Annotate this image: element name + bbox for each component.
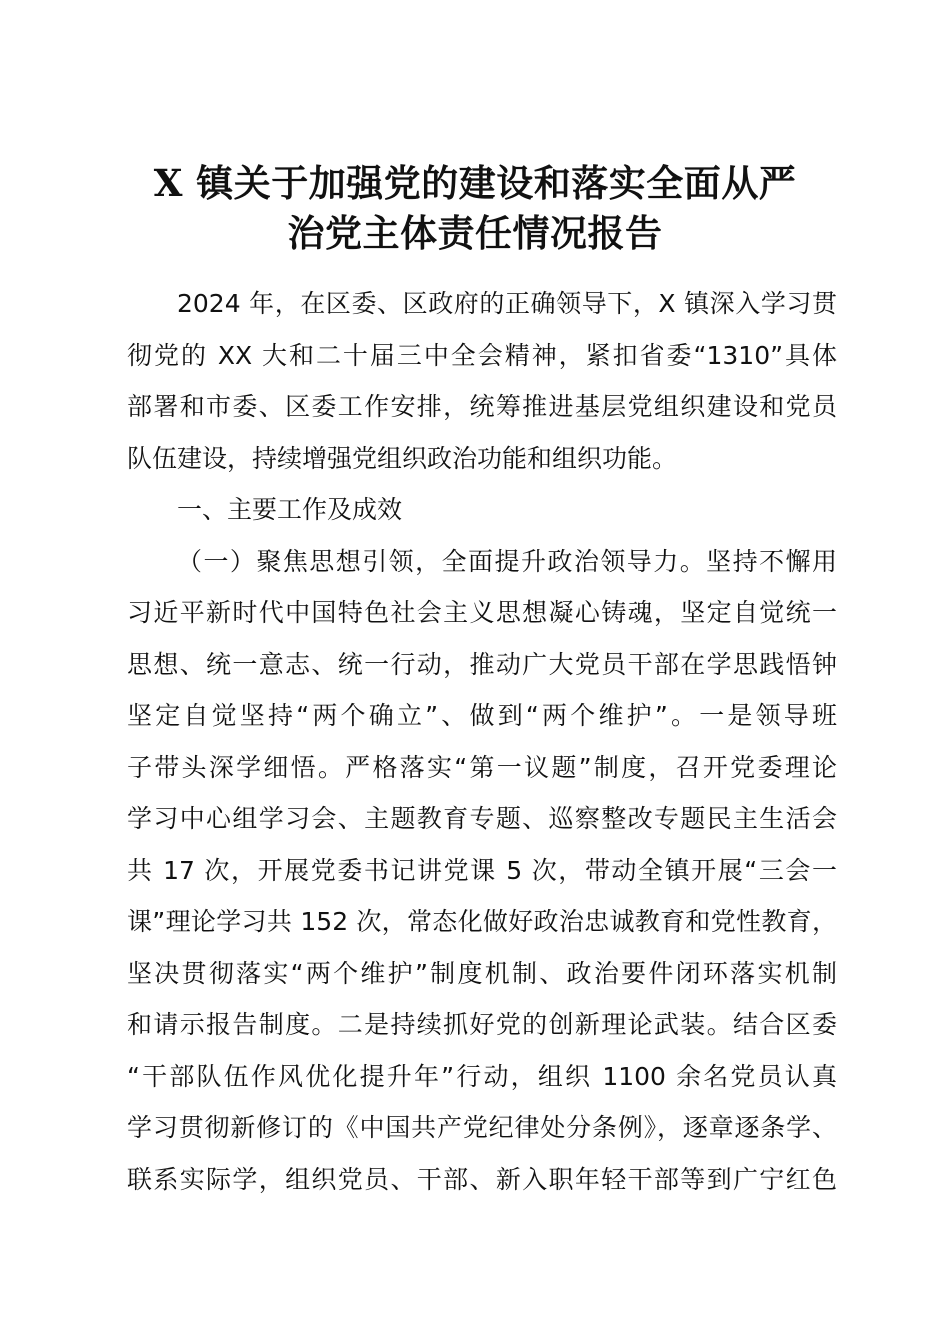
text-line: 坚决贯彻落实“两个维护”制度机制、政治要件闭环落实机制 <box>127 958 837 988</box>
text-line: 彻党的 XX 大和二十届三中全会精神，紧扣省委“1310”具体 <box>127 340 837 370</box>
text-line: “干部队伍作风优化提升年”行动，组织 1100 余名党员认真 <box>127 1061 837 1091</box>
text-line: 课”理论学习共 152 次，常态化做好政治忠诚教育和党性教育， <box>127 907 837 936</box>
text-line: 部署和市委、区委工作安排，统筹推进基层党组织建设和党员 <box>127 392 837 421</box>
text-line: 子带头深学细悟。严格落实“第一议题”制度，召开党委理论 <box>127 752 837 782</box>
section-heading: 一、主要工作及成效 <box>177 495 403 524</box>
title-line-2: 治党主体责任情况报告 <box>287 211 663 255</box>
text-line: 和请示报告制度。二是持续抓好党的创新理论武装。结合区委 <box>127 1010 837 1039</box>
text-line: 共 17 次，开展党委书记讲党课 5 次，带动全镇开展“三会一 <box>127 855 837 885</box>
paragraph-main <box>127 536 837 1206</box>
document-title <box>110 158 840 258</box>
text-line: 联系实际学，组织党员、干部、新入职年轻干部等到广宁红色 <box>127 1164 837 1194</box>
document-body <box>127 278 837 1205</box>
text-line: 学习贯彻新修订的《中国共产党纪律处分条例》，逐章逐条学、 <box>127 1113 837 1142</box>
title-line-1: X 镇关于加强党的建设和落实全面从严 <box>153 161 797 205</box>
text-line: 2024 年，在区委、区政府的正确领导下，X 镇深入学习贯 <box>177 289 837 318</box>
text-line: 习近平新时代中国特色社会主义思想凝心铸魂，坚定自觉统一 <box>127 598 837 627</box>
text-line: 队伍建设，持续增强党组织政治功能和组织功能。 <box>127 443 678 473</box>
paragraph-intro <box>127 278 837 484</box>
text-line: 坚定自觉坚持“两个确立”、做到“两个维护”。一是领导班 <box>127 701 837 730</box>
text-line: 学习中心组学习会、主题教育专题、巡察整改专题民主生活会 <box>127 804 837 833</box>
text-line: 思想、统一意志、统一行动，推动广大党员干部在学思践悟钟 <box>127 649 837 679</box>
text-line: （一）聚焦思想引领，全面提升政治领导力。坚持不懈用 <box>177 546 837 576</box>
